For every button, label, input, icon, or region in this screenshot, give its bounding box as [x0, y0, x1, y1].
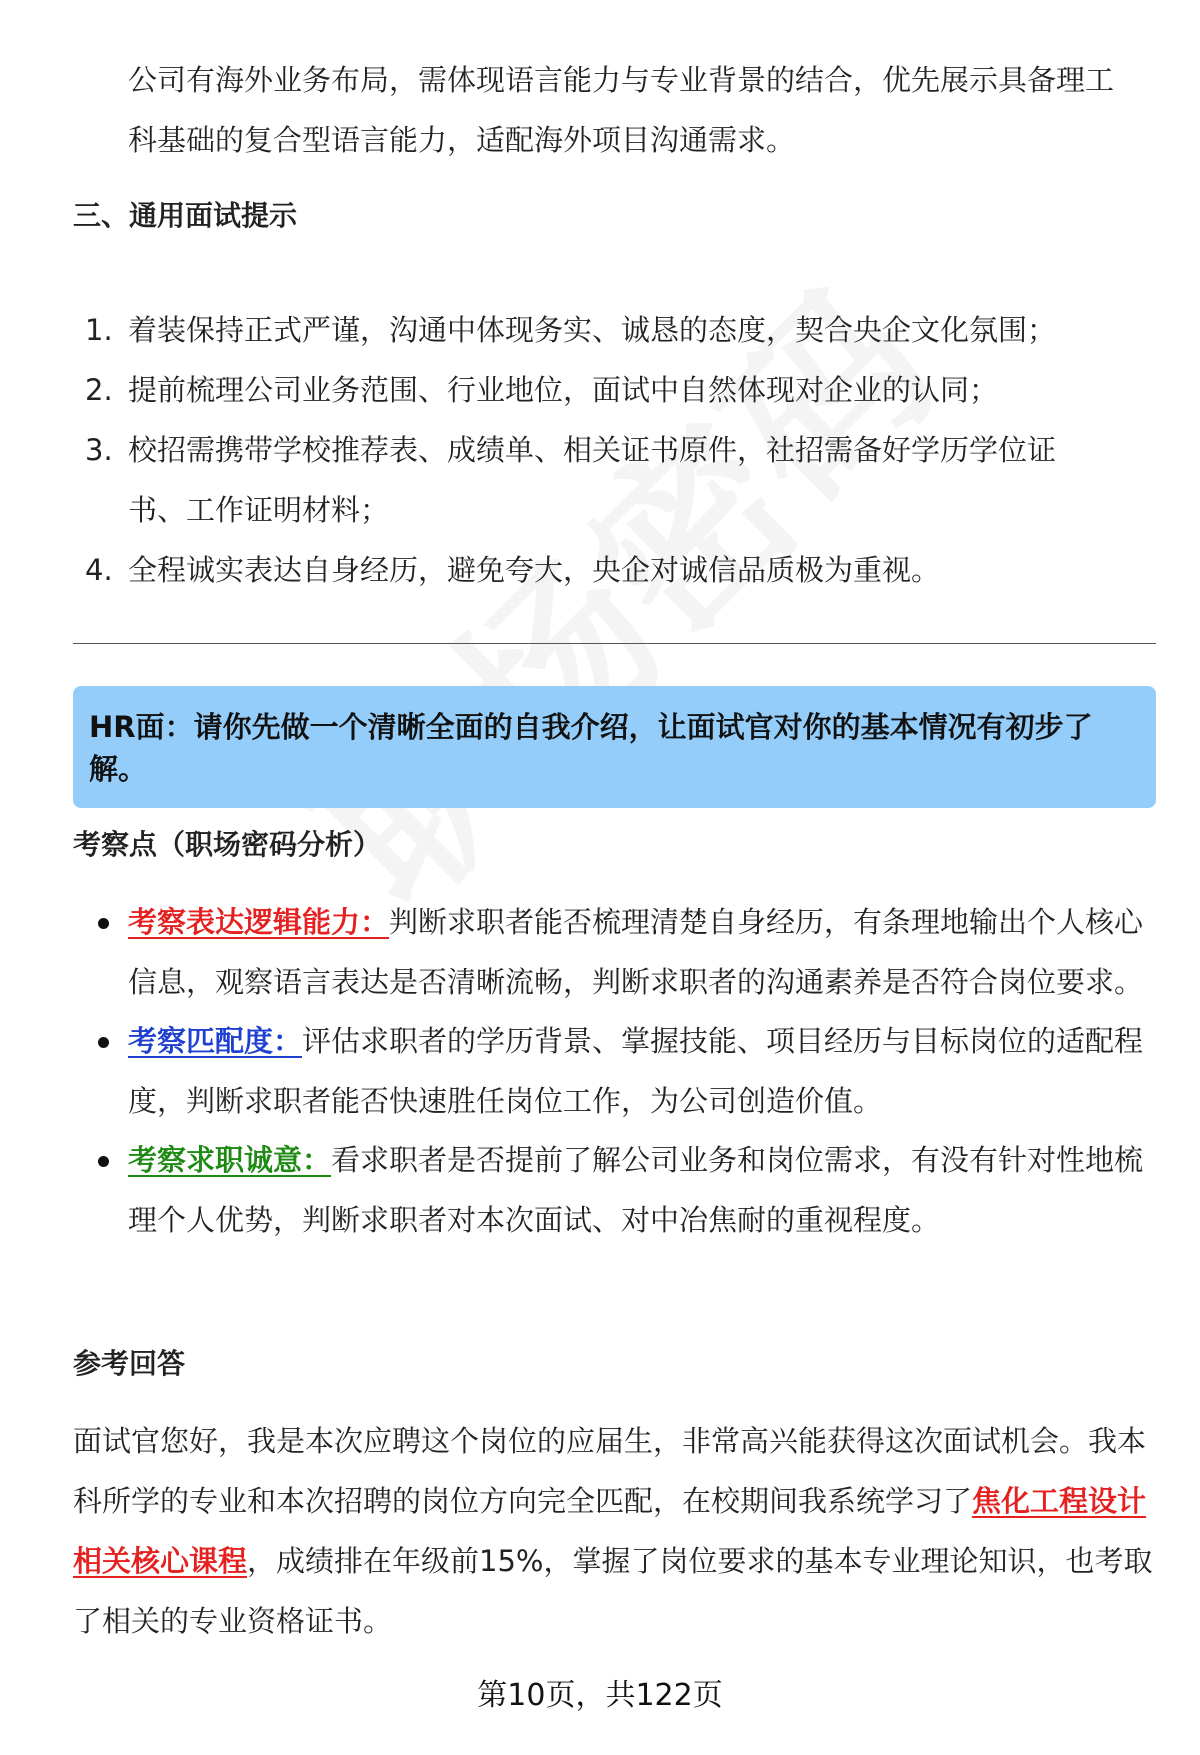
- hr-question-text: HR面：请你先做一个清晰全面的自我介绍，让面试官对你的基本情况有初步了解。: [89, 710, 1093, 786]
- bullet-icon: [98, 918, 109, 929]
- reference-answer: [73, 1411, 1163, 1651]
- tips-list-item: [73, 300, 1153, 360]
- point-key: 考察求职诚意：: [128, 1143, 332, 1177]
- answer-part-2: ，成绩排在年级前15%，掌握了岗位要求的基本专业理论知识，也考取了相关的专业资格证书。: [73, 1544, 1153, 1638]
- analysis-heading: 考察点（职场密码分析）: [73, 828, 382, 861]
- list-number: 1.: [85, 313, 113, 347]
- list-item-text: 着装保持正式严谨，沟通中体现务实、诚恳的态度，契合央企文化氛围；: [128, 313, 1057, 347]
- list-item-text: 校招需携带学校推荐表、成绩单、相关证书原件，社招需备好学历学位证书、工作证明材料；: [128, 433, 1057, 527]
- list-number: 4.: [85, 553, 113, 587]
- page-number-footer: 第10页，共122页: [477, 1678, 723, 1713]
- tips-list-item: [73, 420, 1153, 540]
- answer-highlight: 焦化工程设计相关核心课程: [73, 1484, 1147, 1578]
- intro-line-1: 公司有海外业务布局，需体现语言能力与专业背景的结合，优先展示具备理工: [128, 63, 1115, 97]
- analysis-points-list: [73, 893, 1158, 1250]
- bullet-icon: [98, 1156, 109, 1167]
- hr-question-box: [73, 686, 1156, 808]
- analysis-point: [73, 1131, 1158, 1250]
- point-key: 考察表达逻辑能力：: [128, 905, 390, 939]
- point-text: 评估求职者的学历背景、掌握技能、项目经历与目标岗位的适配程度，判断求职者能否快速胜任岗位工作，为公司创造价值。: [128, 1024, 1144, 1118]
- list-item-text: 提前梳理公司业务范围、行业地位，面试中自然体现对企业的认同；: [128, 373, 999, 407]
- list-number: 2.: [85, 373, 113, 407]
- intro-paragraph: [128, 50, 1148, 170]
- intro-line-2: 科基础的复合型语言能力，适配海外项目沟通需求。: [128, 123, 796, 157]
- list-number: 3.: [85, 433, 113, 467]
- section-divider: [73, 643, 1156, 644]
- analysis-point: [73, 1012, 1158, 1131]
- section-heading-tips: 三、通用面试提示: [73, 199, 298, 232]
- point-text: 看求职者是否提前了解公司业务和岗位需求，有没有针对性地梳理个人优势，判断求职者对本次面试、对中冶焦耐的重视程度。: [128, 1143, 1144, 1237]
- point-text: 判断求职者能否梳理清楚自身经历，有条理地输出个人核心信息，观察语言表达是否清晰流畅，判断求职者的沟通素养是否符合岗位要求。: [128, 905, 1144, 999]
- tips-list-item: [73, 360, 1153, 420]
- reference-heading: 参考回答: [73, 1347, 186, 1380]
- tips-list-item: [73, 540, 1153, 600]
- tips-list: [73, 300, 1153, 600]
- list-item-text: 全程诚实表达自身经历，避免夸大，央企对诚信品质极为重视。: [128, 553, 941, 587]
- answer-part-1: 面试官您好，我是本次应聘这个岗位的应届生，非常高兴能获得这次面试机会。我本科所学的专业和本次招聘的岗位方向完全匹配，在校期间我系统学习了: [73, 1424, 1147, 1518]
- point-key: 考察匹配度：: [128, 1024, 303, 1058]
- bullet-icon: [98, 1037, 109, 1048]
- analysis-point: [73, 893, 1158, 1012]
